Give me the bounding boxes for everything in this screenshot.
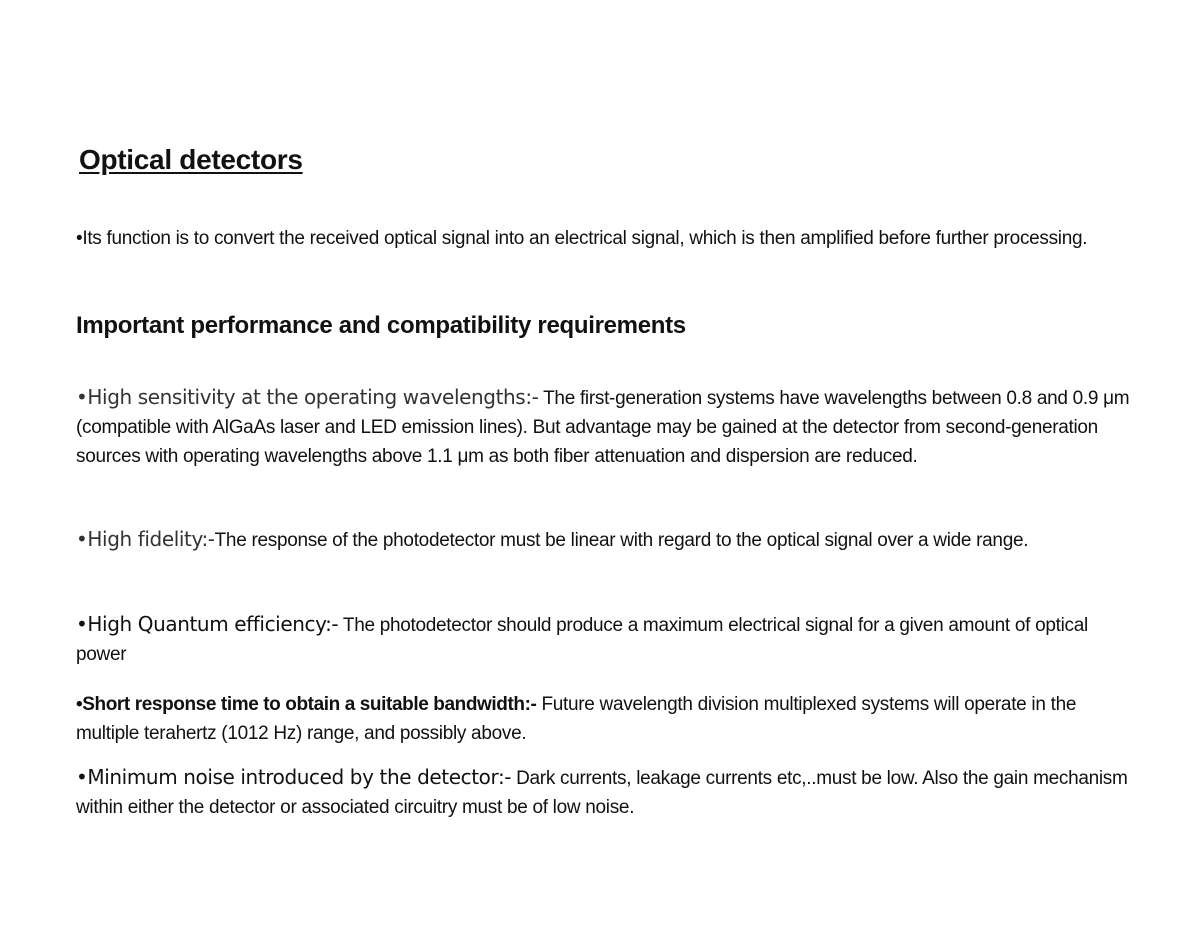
requirement-response-time [76, 690, 1136, 748]
requirement-minimum-noise [76, 763, 1136, 822]
requirement-quantum-efficiency [76, 610, 1136, 669]
requirement-text: The photodetector should produce a maximum electrical signal for a given amount of optical power [76, 615, 1088, 665]
requirement-text: Future wavelength division multiplexed systems will operate in the multiple terahertz (1012 Hz) range, and possibly above. [76, 694, 1077, 744]
requirement-lead: •High Quantum efficiency:- [76, 612, 339, 636]
requirement-text: The response of the photodetector must be linear with regard to the optical signal over a wide range. [214, 530, 1029, 551]
requirement-sensitivity [76, 383, 1136, 471]
requirement-lead: •Minimum noise introduced by the detector:- [76, 765, 512, 789]
requirement-text: The first-generation systems have wavelengths between 0.8 and 0.9 μm (compatible with AlGaAs laser and LED emission lines). But advantage may be gained at the detector from second-generation sources with operating wavelengths above 1.1 μm as both fiber attenuation and dispersion are reduced. [76, 388, 1130, 467]
section-heading: Important performance and compatibility requirements [76, 312, 686, 339]
intro-paragraph: •Its function is to convert the received optical signal into an electrical signal, which is then amplified before further processing. [76, 228, 1088, 249]
requirement-fidelity [76, 525, 1136, 555]
requirement-text: Dark currents, leakage currents etc,..must be low. Also the gain mechanism within either the detector or associated circuitry must be of low noise. [76, 768, 1128, 818]
requirement-lead: •Short response time to obtain a suitable bandwidth:- [76, 694, 537, 715]
page-title: Optical detectors [79, 144, 303, 175]
requirement-lead: •High sensitivity at the operating wavelengths:- [76, 385, 539, 409]
requirement-lead: •High fidelity:- [76, 527, 215, 551]
